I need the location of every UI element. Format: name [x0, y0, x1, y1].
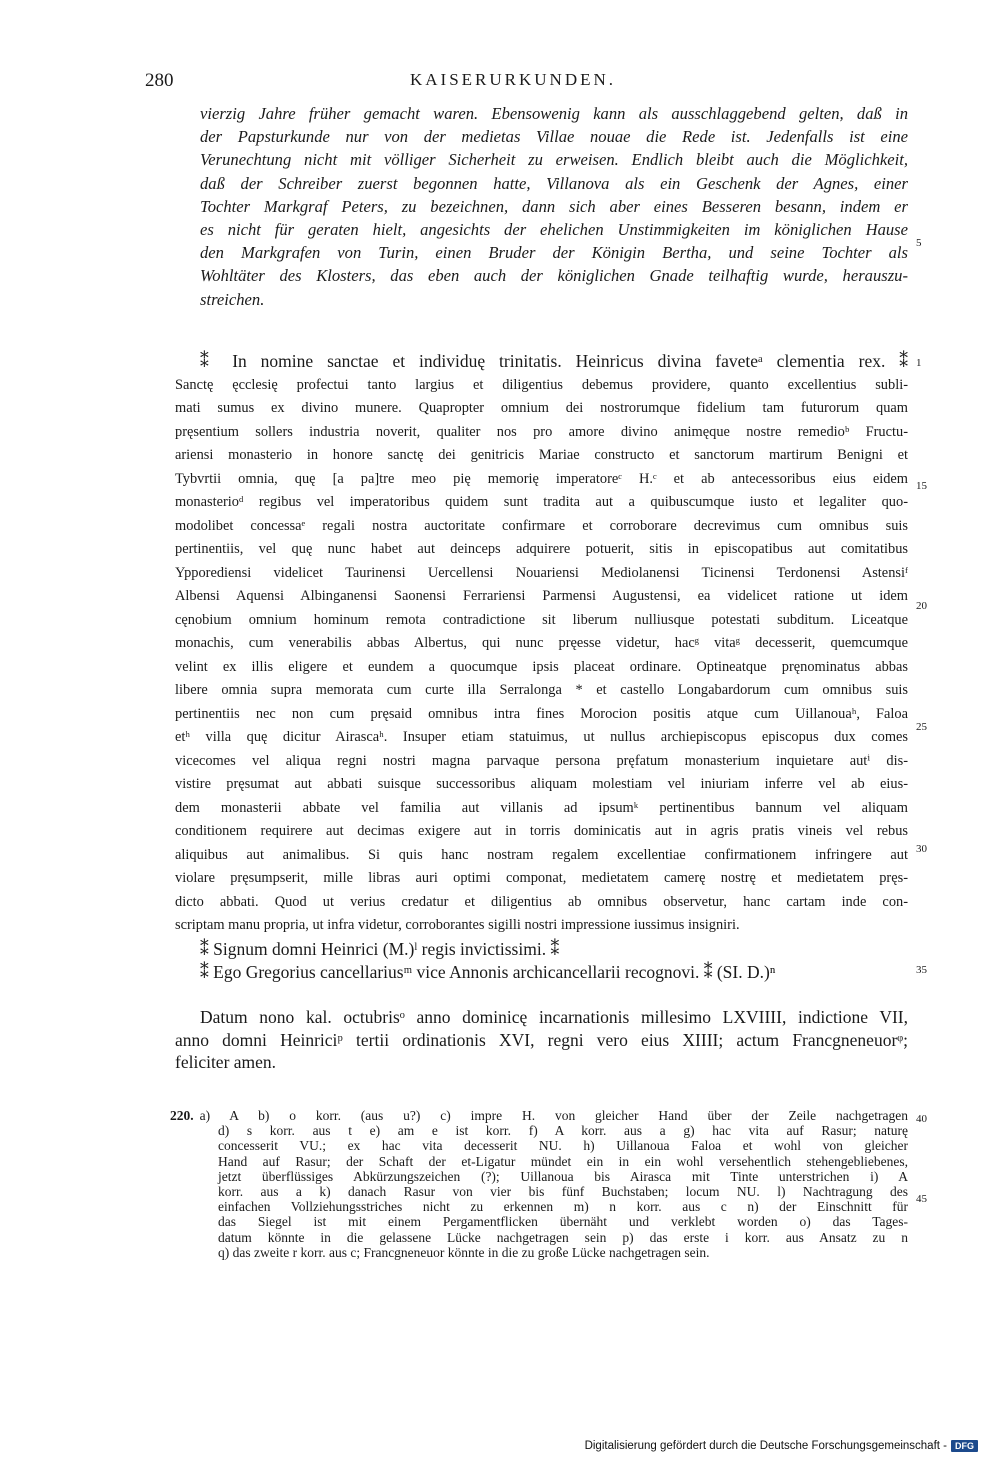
charter-line: monasterioᵈ regibus vel imperatoribus quidem sunt tradita aut a quibuscumque iusto et legaliter quo- [175, 494, 908, 510]
intro-line: den Markgrafen von Turin, einen Bruder der Königin Bertha, und seine Tochter als [200, 243, 908, 263]
page-number: 280 [145, 70, 174, 91]
charter-line: cęnobium omnium hominum remota contradictione sit liberum nulliusque potestati subditum. Liceatque [175, 611, 908, 628]
charter-line: modolibet concessaᵉ regali nostra auctoritate confirmare et corroborare decrevimus cum omnibus suis [175, 517, 908, 534]
intro-line: Tochter Markgraf Peters, zu bezeichnen, dann sich aber eines Besseren besann, indem er [200, 196, 908, 216]
charter-line: pręsentium sollers industria noverit, qualiter nos pro amore divino animęque nostre remedioᵇ Fructu- [175, 423, 908, 440]
recognition-line: ⁑ Ego Gregorius cancellariusᵐ vice Annonis archicancellarii recognovi. ⁑ (SI. D.)ⁿ [200, 962, 776, 982]
intro-line: Wohltäter des Klosters, das eben auch der königlichen Gnade teilhaftig wurde, herauszu- [200, 266, 908, 286]
running-head: KAISERURKUNDEN. [410, 70, 617, 89]
charter-line: vistire pręsumat aut abbati suisque successoribus aliquam molestiam vel iniuriam inferre vel ab eius- [175, 776, 908, 792]
charter-line: violare pręsumpserit, mille libras auri optimi componat, medietatem camerę nostrę et medietatem pręs- [175, 870, 908, 886]
charter-line: conditionem requirere aut decimas exigere aut in torris dominicatis aut in agris pratis vineis vel rebus [175, 823, 908, 839]
apparatus-line: datum könnte in die gelassene Lücke nachgetragen sein p) das erste i korr. aus Ansatz zu n [218, 1229, 908, 1245]
intro-line: es nicht für geraten hielt, angesichts der ehelichen Unstimmigkeiten im königlichen Hause [200, 220, 908, 240]
intro-line: daß der Schreiber zuerst begonnen hatte, Villanova als ein Geschenk der Agnes, einer [200, 173, 908, 193]
charter-line: velint ex illis eligere et eundem a quocumque ipsis placeat ordinare. Optineatque pręnominatus abbas [175, 658, 908, 675]
signum-line: ⁑ Signum domni Heinrici (M.)ˡ regis invictissimi. ⁑ [200, 938, 560, 959]
charter-line: Ypporediensi videlicet Taurinensi Uercellensi Nouariensi Mediolanensi Ticinensi Terdonensi Astensiᶠ [175, 564, 908, 581]
charter-line: aliquibus aut animalibus. Si quis hanc nostram regalem excellentiae confirmationem infringere aut [175, 846, 908, 863]
margin-line-number: 40 [916, 1113, 927, 1125]
apparatus-line: korr. aus a k) danach Rasur von vier bis fünf Buchstaben; locum NU. l) Nachtragung des [218, 1184, 908, 1200]
apparatus-line: d) s korr. aus t e) am e ist korr. f) A korr. aus a g) hac vita auf Rasur; naturę [218, 1123, 908, 1139]
intro-paragraph [200, 102, 908, 311]
margin-line-number: 15 [916, 480, 927, 492]
apparatus-line: Hand auf Rasur; der Schaft der et-Ligatur mündet ein in ein wohl versehentlich stehengebliebenes, [218, 1153, 908, 1169]
apparatus-line: jetzt überflüssiges Abkürzungszeichen (?); Uillanoua bis Airasca mit Tinte unterstrichen i) A [218, 1168, 908, 1184]
charter-invocation: ⁑ In nomine sanctae et individuę trinitatis. Heinricus divina faveteᵃ clementia rex. ⁑ [200, 351, 908, 371]
charter-line: etʰ villa quę dicitur Airascaʰ. Insuper etiam statuimus, ut nullus archiepiscopus episcopus dux comes [175, 729, 908, 745]
intro-line: der Papsturkunde nur von der medietas Villae nouae die Rede ist. Jedenfalls ist eine [200, 127, 908, 147]
charter-line: dem monasterii abbate vel familia aut villanis ad ipsumᵏ pertinentibus bannum vel aliquam [175, 799, 908, 816]
margin-line-number: 1 [916, 357, 922, 369]
datum-line: anno domni Heinriciᵖ tertii ordinationis XVI, regni vero eius XIIII; actum Francgneneuorᵠ; [175, 1029, 908, 1050]
margin-line-number: 5 [916, 237, 922, 249]
charter-line: pertinentiis, vel quę nunc habet aut deinceps adquirere potuerit, sitis in episcopatibus aut comitatibus [175, 541, 908, 557]
apparatus-line-text: a) A b) o korr. (aus u?) c) impre H. von gleicher Hand über der Zeile nachgetragen [199, 1108, 908, 1123]
intro-line: streichen. [200, 289, 265, 309]
footer-text: Digitalisierung gefördert durch die Deutsche Forschungsgemeinschaft - [584, 1440, 947, 1452]
charter-line: monachis, cum venerabilis abbas Albertus, qui nunc pręesse videtur, hacᵍ vitaᵍ decesserit, quemcumque [175, 635, 908, 651]
intro-line: Verunechtung nicht mit völliger Sicherheit zu erweisen. Endlich bleibt auch die Möglichkeit, [200, 150, 908, 170]
intro-line: vierzig Jahre früher gemacht waren. Ebensowenig kann als ausschlaggebend gelten, daß in [200, 104, 908, 123]
margin-line-number: 45 [916, 1193, 927, 1205]
charter-line: ariensi monasterio in honore sanctę dei genitricis Mariae constructo et sanctorum martirum Benigni et [175, 447, 908, 463]
document-number: 220. [170, 1108, 194, 1123]
charter-text [175, 350, 908, 985]
charter-line: pertinentiis nec non cum pręsaid omnibus intra fines Morocion positis atque cum Uillanouaʰ, Faloa [175, 705, 908, 722]
margin-line-number: 20 [916, 600, 927, 612]
charter-line: libere omnia supra memorata cum curte illa Serralonga * et castello Longabardorum cum omnibus suis [175, 682, 908, 698]
charter-line: Sanctę ęcclesię profectui tanto largius et diligentius debemus providere, quanto excellentius subli- [175, 376, 908, 393]
apparatus-line: das Siegel ist mit einem Pergamentflicken übernäht und verklebt worden o) das Tages- [218, 1214, 908, 1230]
apparatus-line: einfachen Vollziehungsstriches nicht zu erkennen m) n korr. aus c n) der Einschnitt für [218, 1199, 908, 1215]
datum-line: feliciter amen. [175, 1052, 277, 1072]
apparatus-line: q) das zweite r korr. aus c; Francgneneuor könnte in die zu große Lücke nachgetragen sein. [218, 1244, 710, 1260]
dfg-logo-icon: DFG [951, 1440, 978, 1452]
margin-line-number: 30 [916, 843, 927, 855]
charter-line: Tybvrtii omnia, quę [a pa]tre meo pię memorię imperatoreᶜ H.ᶜ et ab antecessoribus eius eidem [175, 470, 908, 487]
charter-line: vicecomes vel aliqua regni nostri magna parvaque persona pręfatum monasterium inquietare autⁱ dis- [175, 752, 908, 769]
charter-line: dicto abbati. Quod ut verius credatur et diligentius ab omnibus observetur, hanc cartam inde con- [175, 893, 908, 910]
datum-line: Datum nono kal. octubrisᵒ anno dominicę incarnationis millesimo LXVIIII, indictione VII, [200, 1007, 908, 1027]
critical-apparatus [170, 1108, 908, 1260]
apparatus-line: concesserit VU.; ex hac vita decesserit NU. h) Uillanoua Faloa et wohl von gleicher [218, 1138, 908, 1154]
margin-line-number: 35 [916, 964, 927, 976]
digitization-footer [585, 1440, 978, 1452]
charter-line: Albensi Aquensi Albinganensi Saonensi Ferrariensi Parmensi Augustensi, ea videlicet ratione ut idem [175, 588, 908, 604]
charter-line: scriptam manu propria, ut infra videtur, corroborantes sigilli nostri impressione iussimus insigniri. [175, 917, 740, 933]
margin-line-number: 25 [916, 721, 927, 733]
datum-clause [175, 1006, 908, 1074]
apparatus-line [170, 1108, 908, 1123]
charter-line: mati sumus ex divino munere. Quapropter omnium dei nostrorumque fidelium tam futurorum quam [175, 400, 908, 416]
